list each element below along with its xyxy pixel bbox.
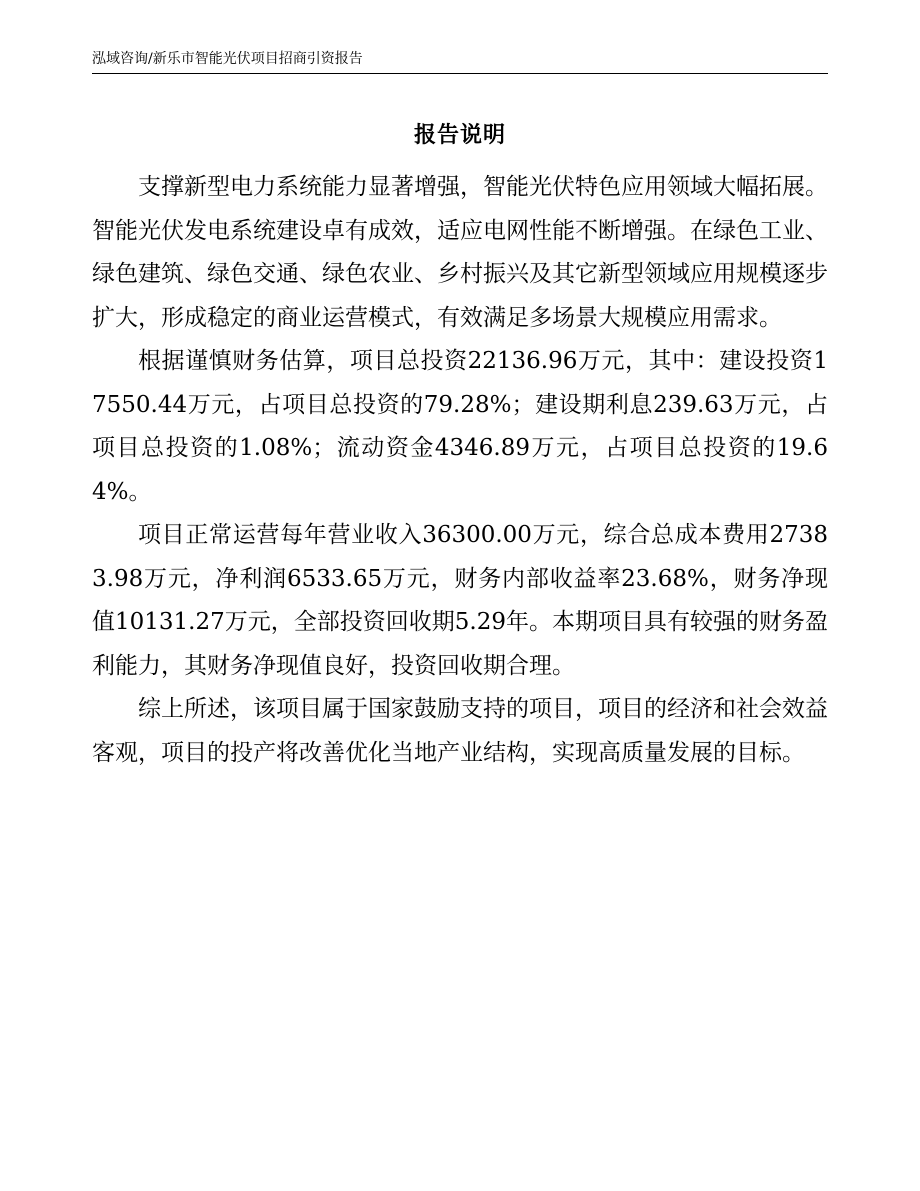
paragraph-overview: 支撑新型电力系统能力显著增强，智能光伏特色应用领域大幅拓展。智能光伏发电系统建设卓有成效，适应电网性能不断增强。在绿色工业、绿色建筑、绿色交通、绿色农业、乡村振兴及其它新型领域应用规模逐步扩大，形成稳定的商业运营模式，有效满足多场景大规模应用需求。 [92,174,828,331]
paragraph-financials: 项目正常运营每年营业收入36300.00万元，综合总成本费用27383.98万元，净利润6533.65万元，财务内部收益率23.68%，财务净现值10131.27万元，全部投资回收期5.29年。本期项目具有较强的财务盈利能力，其财务净现值良好，投资回收期合理。 [92,522,828,679]
report-body [92,166,828,775]
running-header: 泓域咨询/新乐市智能光伏项目招商引资报告 [92,51,363,67]
paragraph-conclusion: 综上所述，该项目属于国家鼓励支持的项目，项目的经济和社会效益客观，项目的投产将改善优化当地产业结构，实现高质量发展的目标。 [92,696,828,766]
section-title: 报告说明 [413,122,506,148]
paragraph-investment: 根据谨慎财务估算，项目总投资22136.96万元，其中：建设投资17550.44万元，占项目总投资的79.28%；建设期利息239.63万元，占项目总投资的1.08%；流动资金4346.89万元，占项目总投资的19.64%。 [92,348,828,505]
header-divider [92,73,828,74]
